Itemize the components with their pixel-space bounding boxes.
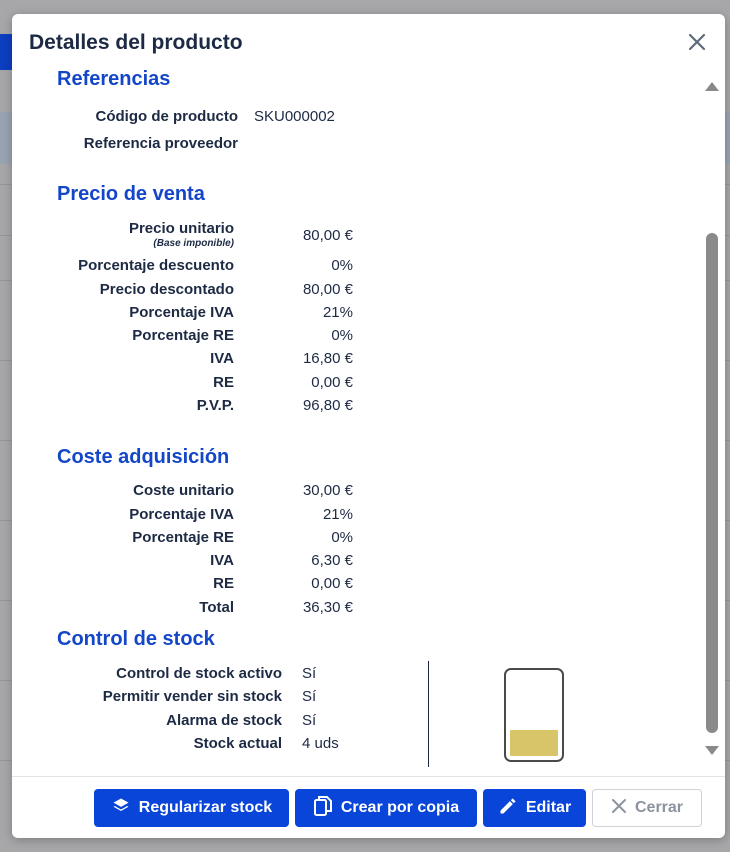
value-porcentaje-re: 0% — [331, 327, 353, 344]
cerrar-button[interactable] — [592, 789, 702, 827]
stock-level-indicator — [504, 668, 564, 762]
label-iva: IVA — [210, 350, 234, 367]
label-coste-porcentaje-iva: Porcentaje IVA — [129, 506, 234, 523]
copy-icon — [313, 795, 333, 822]
value-precio-unitario: 80,00 € — [302, 227, 353, 244]
label-precio-descontado: Precio descontado — [99, 281, 234, 298]
layers-icon — [111, 796, 131, 821]
value-permitir-vender-sin-stock: Sí — [302, 688, 317, 705]
stock-divider — [428, 661, 429, 767]
pencil-icon — [498, 796, 518, 821]
label-control-stock-activo: Control de stock activo — [116, 665, 282, 682]
sublabel-base-imponible: (Base imponible) — [153, 238, 234, 249]
crear-por-copia-label: Crear por copia — [340, 799, 460, 816]
value-coste-unitario: 30,00 € — [302, 482, 353, 499]
value-pvp: 96,80 € — [302, 397, 353, 414]
section-title-coste-adquisicion: Coste adquisición — [57, 446, 230, 468]
x-icon — [611, 798, 627, 819]
product-details-modal — [12, 14, 725, 838]
value-porcentaje-iva: 21% — [322, 304, 353, 321]
label-alarma-stock: Alarma de stock — [166, 712, 282, 729]
value-coste-total: 36,30 € — [302, 599, 353, 616]
value-porcentaje-descuento: 0% — [331, 257, 353, 274]
value-re: 0,00 € — [311, 374, 353, 391]
scroll-up-arrow-icon[interactable] — [705, 82, 719, 91]
value-coste-porcentaje-iva: 21% — [322, 506, 353, 523]
value-coste-porcentaje-re: 0% — [331, 529, 353, 546]
modal-body[interactable] — [12, 66, 725, 776]
section-title-control-stock: Control de stock — [57, 628, 215, 650]
label-porcentaje-re: Porcentaje RE — [132, 327, 234, 344]
scrollbar-thumb[interactable] — [706, 233, 718, 733]
value-stock-actual: 4 uds — [302, 735, 339, 752]
value-control-stock-activo: Sí — [302, 665, 317, 682]
label-coste-unitario: Coste unitario — [133, 482, 234, 499]
label-re: RE — [213, 374, 234, 391]
close-icon[interactable] — [685, 30, 709, 54]
modal-scrollbar[interactable] — [704, 78, 720, 768]
editar-label: Editar — [525, 799, 572, 816]
regularizar-stock-label: Regularizar stock — [138, 799, 273, 816]
label-pvp: P.V.P. — [196, 397, 234, 414]
regularizar-stock-button[interactable] — [94, 789, 289, 827]
label-permitir-vender-sin-stock: Permitir vender sin stock — [102, 688, 282, 705]
section-title-referencias: Referencias — [57, 68, 171, 90]
crear-por-copia-button[interactable] — [295, 789, 477, 827]
value-coste-iva: 6,30 € — [311, 552, 353, 569]
label-referencia-proveedor: Referencia proveedor — [83, 135, 238, 152]
label-coste-iva: IVA — [210, 552, 234, 569]
label-porcentaje-descuento: Porcentaje descuento — [78, 257, 234, 274]
value-precio-descontado: 80,00 € — [302, 281, 353, 298]
label-coste-total: Total — [199, 599, 234, 616]
label-precio-unitario: Precio unitario — [128, 220, 234, 237]
scroll-down-arrow-icon[interactable] — [705, 746, 719, 755]
value-iva: 16,80 € — [302, 350, 353, 367]
footer-divider — [12, 776, 725, 777]
label-stock-actual: Stock actual — [193, 735, 282, 752]
label-coste-re: RE — [213, 575, 234, 592]
label-coste-porcentaje-re: Porcentaje RE — [132, 529, 234, 546]
stock-level-fill — [510, 730, 558, 756]
value-alarma-stock: Sí — [302, 712, 317, 729]
section-title-precio-venta: Precio de venta — [57, 183, 205, 205]
modal-title: Detalles del producto — [29, 31, 243, 54]
editar-button[interactable] — [483, 789, 586, 827]
label-porcentaje-iva: Porcentaje IVA — [129, 304, 234, 321]
value-coste-re: 0,00 € — [311, 575, 353, 592]
cerrar-label: Cerrar — [634, 799, 684, 816]
label-codigo-producto: Código de producto — [95, 108, 238, 125]
value-codigo-producto: SKU000002 — [254, 108, 335, 125]
